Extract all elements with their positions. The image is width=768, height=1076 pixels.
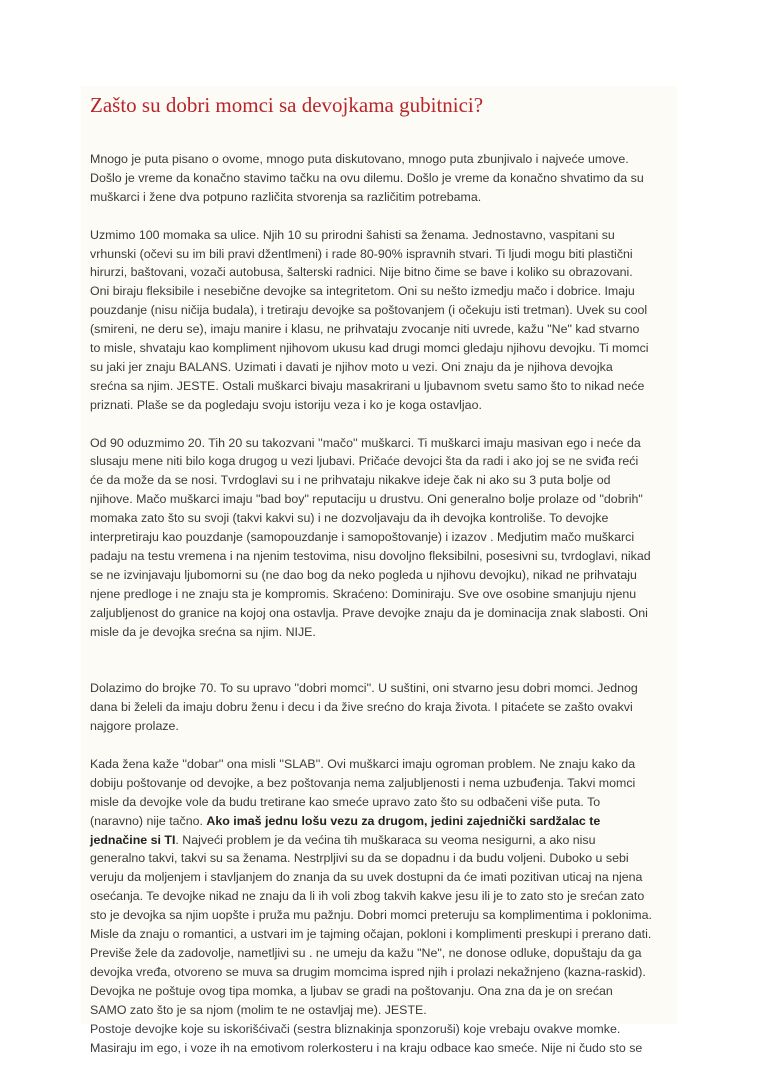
text-line: Masiraju im ego, i voze ih na emotivom rolerkosteru i na kraju odbace kao smeće. Nije ni čudo sto se xyxy=(90,1040,643,1055)
article-title: Zašto su dobri momci sa devojkama gubitnici? xyxy=(90,93,484,117)
text-line: srećna sa njim. JESTE. Ostali muškarci bivaju masakrirani u ljubavnom svetu samo što to nikad neće xyxy=(90,378,645,393)
text-line: veruju da moljenjem i stavljanjem do znanja da su uvek dostupni da će imati pozitivan uticaj na njena xyxy=(90,870,643,885)
text-line: Došlo je vreme da konačno stavimo tačku na ovu dilemu. Došlo je vreme da konačno shvatimo da su xyxy=(90,170,644,185)
text-line: Oni biraju fleksibile i nesebične devojke sa integritetom. Oni su nešto izmedju mačo i dobrice. Imaju xyxy=(90,284,635,299)
text-line: Uzmimo 100 momaka sa ulice. Njih 10 su prirodni šahisti sa ženama. Jednostavno, vaspitani su xyxy=(90,227,615,242)
text-line: sto je devojka sa njim uopšte i pruža mu pažnju. Dobri momci preteruju sa komplimentima i poklonima. xyxy=(90,908,652,923)
document-page xyxy=(81,86,677,1055)
text-line: Od 90 oduzmimo 20. Tih 20 su takozvani ''mačo'' muškarci. Ti muškarci imaju masivan ego i neće da xyxy=(90,435,641,450)
text-fragment: (naravno) nije tačno. xyxy=(90,813,203,828)
text-fragment: . Najveći problem je da većina tih muškaraca su veoma nesigurni, a ako nisu xyxy=(175,832,596,847)
text-line: pouzdanje (nisu ničija budala), i tretiraju devojke sa poštovanjem (i očekuju isti tretman). Uvek su cool xyxy=(90,303,648,318)
text-line: Postoje devojke koje su iskorišćivači (sestra bliznakinja sponzoruši) koje vrebaju ovakve momke. xyxy=(90,1021,621,1036)
bold-emphasis: jednačine si TI xyxy=(90,832,176,847)
bold-emphasis: Ako imaš jednu lošu vezu za drugom, jedini zajednički sardžalac te xyxy=(206,813,601,828)
text-line: Misle da znaju o romantici, a ustvari im je tajming očajan, pokloni i komplimenti preskupi i prerano dati. xyxy=(90,927,652,942)
text-line: Dolazimo do brojke 70. To su upravo ''dobri momci''. U suštini, oni stvarno jesu dobri momci. Jednog xyxy=(90,681,638,696)
text-line: Kada žena kaže ''dobar'' ona misli ''SLAB''. Ovi muškarci imaju ogroman problem. Ne znaju kako da xyxy=(90,756,636,771)
text-line: će da može da se nosi. Tvrdoglavi su i ne prihvataju nikakve ideje čak ni ako su 3 puta bolje od xyxy=(90,473,611,488)
paragraph-100-guys xyxy=(90,226,680,415)
text-line: muškarci i žene dva potpuno različita stvorenja sa različitim potrebama. xyxy=(90,189,482,204)
text-line: Devojka ne poštuje ovog tipa momka, a ljubav se gradi na poštovanju. Ona zna da je on srećan xyxy=(90,983,613,998)
text-line: se ne izvinjavaju ljubomorni su (ne dao bog da neko pogleda u njihovu devojku), nikad ne prihvataju xyxy=(90,567,637,582)
text-line: generalno takvi, takvi su sa ženama. Nestrpljivi su da se dopadnu i da budu voljeni. Duboko u sebi xyxy=(90,851,629,866)
text-line: to misle, shvataju kao kompliment njihovom ukusu kad drugi momci gledaju njihovu devojku. Ti momci xyxy=(90,341,649,356)
text-line: dana bi želeli da imaju dobru ženu i decu i da žive srećno do kraja života. I pitaćete se zašto ovakvi xyxy=(90,700,633,715)
text-line: dobiju poštovanje od devojke, a bez poštovanja nema zaljubljenosti i nema uzbuđenja. Takvi momci xyxy=(90,775,636,790)
text-line: priznati. Plaše se da pogledaju svoju istoriju veza i ko je koga ostavljao. xyxy=(90,397,482,412)
paragraph-weak xyxy=(90,755,680,1020)
text-line: misle da devojke vole da budu tretirane kao smeće upravo zato što su odbačeni više puta. To xyxy=(90,794,601,809)
text-line xyxy=(90,812,680,831)
text-line: slusaju mene niti bilo koga drugog u vezi ljubavi. Pričaće devojci šta da radi i ako joj se ne sviđa reći xyxy=(90,454,639,469)
text-line: vrhunski (očevi su im bili pravi džentlmeni) i rade 80-90% ispravnih stvari. Ti ljudi mogu biti plastični xyxy=(90,246,633,261)
paragraph-intro xyxy=(90,150,680,207)
text-line: njihove. Mačo muškarci imaju "bad boy" reputaciju u drustvu. Oni generalno bolje prolaze od "dobrih" xyxy=(90,492,643,507)
paragraph-users xyxy=(90,1020,680,1058)
text-line: (smireni, ne deru se), imaju manire i klasu, ne prihvataju zvocanje niti uvrede, kažu "Ne" kad stvarno xyxy=(90,322,640,337)
text-line: zaljubljenost do granice na kojoj ona ostavlja. Prave devojke znaju da je dominacija znak slabosti. Oni xyxy=(90,605,648,620)
text-line: momaka zato što su svoji (takvi kakvi su) i ne dozvoljavaju da ih devojka kontroliše. To devojke xyxy=(90,511,609,526)
text-line: su jaki jer znaju BALANS. Uzimati i davati je njihov moto u vezi. Oni znaju da je njihova devojka xyxy=(90,359,613,374)
text-line: devojka vređa, otvoreno se muva sa drugim momcima ispred njih i prolazi nekažnjeno (kazna-raskid). xyxy=(90,964,646,979)
article-body xyxy=(90,150,680,1076)
text-line: interpretiraju kao pouzdanje (samopouzdanje i samopoštovanje) i izazov . Medjutim mačo muškarci xyxy=(90,530,635,545)
text-line xyxy=(90,831,680,850)
text-line: Mnogo je puta pisano o ovome, mnogo puta diskutovano, mnogo puta zbunjivalo i najveće umove. xyxy=(90,152,629,166)
paragraph-macho xyxy=(90,434,680,642)
text-line: Previše žele da zadovolje, nametljivi su . ne umeju da kažu "Ne", ne donose odluke, dopuštaju da ga xyxy=(90,946,642,960)
text-line: hirurzi, baštovani, vozači autobusa, šalterski radnici. Nije bitno čime se bave i koliko su obrazovani. xyxy=(90,265,633,280)
paragraph-good-guys xyxy=(90,679,680,736)
text-line: njene predloge i ne znaju sta je kompromis. Skraćeno: Dominiraju. Sve ove osobine smanjuju njenu xyxy=(90,586,637,601)
text-line: misle da je devojka srećna sa njim. NIJE. xyxy=(90,624,316,639)
text-line: osećanja. Te devojke nikad ne znaju da li ih voli zbog takvih kakve jesu ili je to zato sto je srećan zato xyxy=(90,889,645,904)
text-line: padaju na testu vremena i na njenim testovima, nisu dovoljno fleksibilni, posesivni su, tvrdoglavi, nikad xyxy=(90,549,651,563)
text-line: najgore prolaze. xyxy=(90,719,179,734)
text-line: SAMO zato što je sa njom (molim te ne ostavljaj me). JESTE. xyxy=(90,1002,427,1017)
